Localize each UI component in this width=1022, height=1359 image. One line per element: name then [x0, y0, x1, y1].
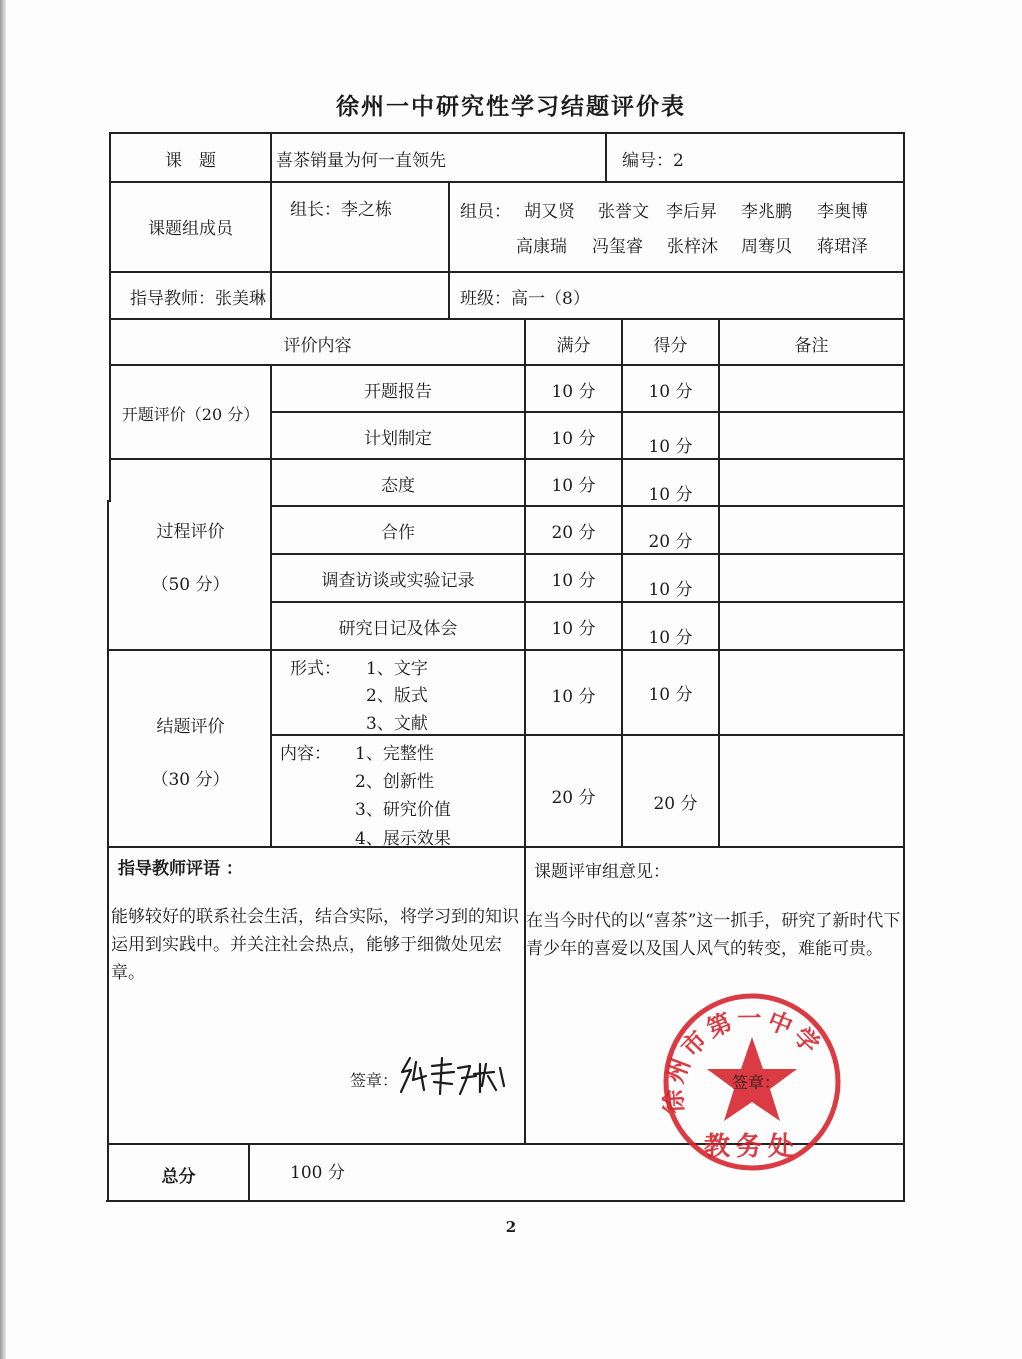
scan-edge: [0, 0, 6, 1359]
members-label: 课题组成员: [148, 219, 233, 239]
form-item: 1、文字: [366, 659, 428, 679]
page-number: 2: [505, 1218, 517, 1236]
teacher-sign-label: 签章：: [350, 1071, 399, 1090]
item-name: 计划制定: [364, 429, 432, 449]
header-score: 得分: [653, 336, 688, 356]
member-name: 李后昇: [666, 202, 717, 222]
process-points: （50 分）: [151, 575, 230, 595]
topic-value: 喜茶销量为何一直领先: [276, 151, 446, 171]
final-label: 结题评价: [156, 717, 225, 737]
item-name: 合作: [381, 523, 415, 543]
item-full-score: 20 分: [551, 788, 596, 808]
teacher-comment-label: 指导教师评语 ：: [118, 859, 243, 879]
opening-label: 开题评价（20 分）: [121, 405, 260, 424]
form-item: 2、版式: [366, 686, 428, 706]
item-full-score: 20 分: [551, 523, 596, 543]
item-score: 10 分: [648, 382, 693, 402]
header-content: 评价内容: [283, 336, 352, 356]
member-name: 周骞贝: [741, 237, 792, 257]
form-label: 形式：: [290, 659, 341, 679]
item-score: 10 分: [648, 685, 693, 705]
process-label: 过程评价: [156, 522, 225, 542]
members-prefix: 组员：: [460, 202, 511, 222]
form-title: 徐州一中研究性学习结题评价表: [336, 93, 686, 120]
item-name: 态度: [381, 476, 415, 496]
content-item: 2、创新性: [355, 772, 434, 792]
svg-text:徐州市第一中学: 徐州市第一中学: [658, 1003, 829, 1115]
item-name: 调查访谈或实验记录: [321, 571, 475, 591]
total-value: 100 分: [290, 1163, 345, 1183]
header-note: 备注: [794, 336, 829, 356]
member-name: 张誉文: [598, 202, 649, 222]
instructor: 指导教师：张美琳: [130, 289, 266, 309]
form-item: 3、文献: [366, 714, 428, 734]
item-full-score: 10 分: [551, 476, 596, 496]
member-name: 李兆鹏: [741, 202, 792, 222]
member-name: 李奥博: [817, 202, 868, 222]
topic-number: 编号：2: [622, 151, 684, 171]
header-full-score: 满分: [556, 336, 591, 356]
content-item: 1、完整性: [355, 744, 434, 764]
topic-label: 课 题: [165, 151, 216, 171]
member-name: 张梓沐: [667, 237, 718, 257]
item-full-score: 10 分: [551, 429, 596, 449]
class-info: 班级：高一（8）: [460, 289, 590, 309]
content-item: 3、研究价值: [355, 800, 451, 820]
content-label: 内容：: [280, 744, 331, 764]
item-name: 开题报告: [364, 382, 432, 402]
item-score: 20 分: [648, 532, 693, 552]
item-full-score: 10 分: [551, 571, 596, 591]
item-score: 10 分: [648, 437, 693, 457]
member-name: 蒋珺泽: [817, 237, 868, 257]
member-name: 高康瑞: [516, 237, 567, 257]
review-label: 课题评审组意见：: [534, 862, 670, 882]
review-sign-label: 签章：: [732, 1073, 781, 1092]
teacher-signature: [396, 1050, 516, 1100]
review-text: 在当今时代的以“喜茶”这一抓手，研究了新时代下青少年的喜爱以及国人风气的转变，难能可贵。: [526, 911, 901, 959]
content-item: 4、展示效果: [355, 829, 451, 849]
item-score: 20 分: [653, 794, 698, 814]
svg-text:教务处: 教务处: [703, 1132, 801, 1162]
item-full-score: 10 分: [551, 619, 596, 639]
member-name: 胡又贤: [524, 202, 575, 222]
item-score: 10 分: [648, 580, 693, 600]
total-label: 总分: [161, 1167, 196, 1187]
item-full-score: 10 分: [551, 382, 596, 402]
item-score: 10 分: [648, 628, 693, 648]
group-leader: 组长：李之栋: [290, 200, 392, 220]
final-points: （30 分）: [151, 770, 230, 790]
teacher-comment-text: 能够较好的联系社会生活，结合实际，将学习到的知识运用到实践中。并关注社会热点，能够于细微处见宏章。: [111, 907, 519, 983]
member-name: 冯玺睿: [592, 237, 643, 257]
item-name: 研究日记及体会: [338, 619, 458, 639]
item-score: 10 分: [648, 485, 693, 505]
item-full-score: 10 分: [551, 687, 596, 707]
